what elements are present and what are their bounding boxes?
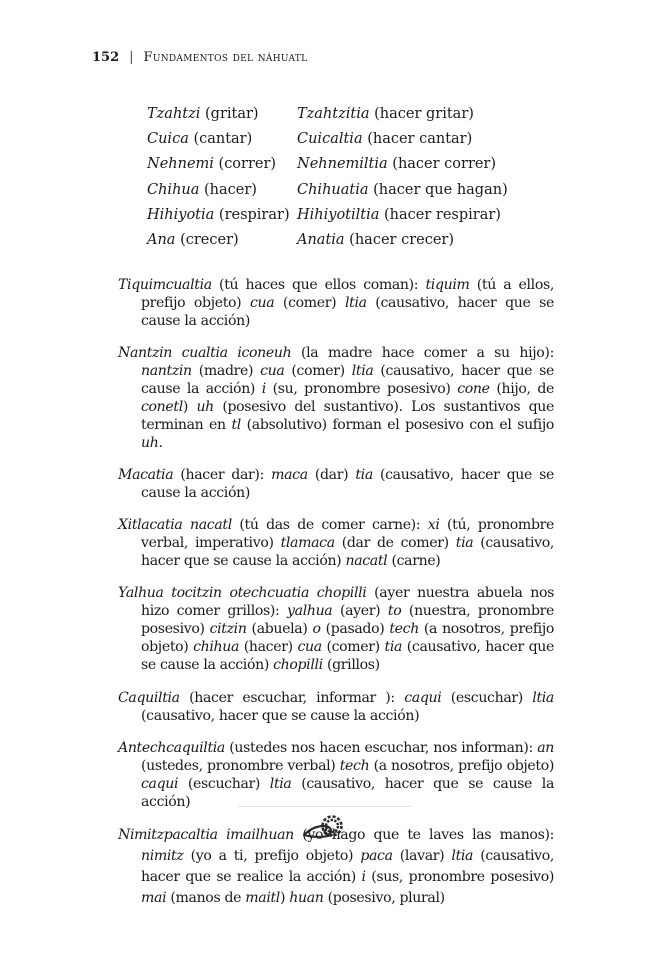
example-entry	[118, 584, 554, 674]
causative-word: Cuicaltia	[297, 131, 363, 148]
nahuatl-term: Xitlacatia nacatl	[118, 517, 232, 534]
gloss-text: (posesivo del sustantivo). Los sustantivos que terminan en	[141, 399, 554, 434]
base-word: Cuica	[147, 131, 189, 148]
base-gloss: (respirar)	[214, 206, 290, 223]
base-verb	[147, 203, 297, 228]
nahuatl-term: chihua	[193, 639, 240, 656]
nahuatl-term: tech	[389, 621, 419, 638]
causative-verb	[297, 203, 501, 228]
gloss-text: (escuchar)	[441, 689, 533, 706]
gloss-text: (yo hago que te laves las manos):	[293, 826, 554, 843]
base-gloss: (hacer)	[199, 181, 257, 198]
gloss-text: (a nosotros, prefijo objeto)	[369, 757, 554, 774]
nahuatl-term: cone	[457, 381, 490, 398]
nahuatl-term: yalhua	[287, 603, 333, 620]
gloss-text: (causativo, hacer que se cause la acción)	[141, 639, 554, 674]
nahuatl-term: caqui	[141, 775, 179, 792]
gloss-text: (dar)	[307, 467, 356, 484]
causative-word: Anatia	[297, 231, 345, 248]
nahuatl-term: nantzin	[141, 363, 192, 380]
gloss-text: (nuestra, pronombre posesivo)	[141, 603, 554, 638]
nahuatl-term: cua	[260, 363, 285, 380]
nahuatl-term: ltia	[351, 363, 374, 380]
causative-gloss: (hacer cantar)	[362, 131, 473, 148]
nahuatl-term: maitl	[245, 889, 280, 906]
base-gloss: (correr)	[213, 156, 277, 173]
example-entry	[118, 466, 554, 502]
gloss-text: (su, pronombre posesivo)	[265, 381, 458, 398]
nahuatl-term: Nantzin cualtia iconeuh	[118, 345, 292, 362]
causative-word: Chihuatia	[297, 181, 369, 198]
gloss-text: )	[279, 889, 290, 906]
example-entry	[118, 516, 554, 570]
causative-gloss: (hacer respirar)	[379, 206, 501, 223]
nahuatl-term: chopilli	[273, 657, 323, 674]
gloss-text: (grillos)	[322, 657, 380, 674]
base-word: Chihua	[147, 181, 200, 198]
nahuatl-term: cua	[297, 639, 322, 656]
pair-row	[147, 178, 508, 203]
gloss-text: (hacer escuchar, informar ):	[179, 689, 405, 706]
causative-verb	[297, 228, 454, 253]
gloss-text: (ustedes, pronombre verbal)	[141, 757, 340, 774]
gloss-text: (abuela)	[246, 621, 313, 638]
gloss-text: (lavar)	[392, 847, 452, 864]
causative-gloss: (hacer gritar)	[369, 106, 474, 122]
gloss-text: (causativo, hacer que se realice la acción)	[141, 847, 554, 885]
example-entry	[118, 344, 554, 452]
nahuatl-term: Nimitzpacaltia imailhuan	[118, 826, 294, 843]
nahuatl-term: xi	[427, 517, 440, 534]
causative-verb	[297, 127, 472, 152]
base-word: Nehnemi	[147, 156, 214, 173]
nahuatl-term: conetl	[141, 399, 183, 416]
gloss-text: (madre)	[191, 363, 261, 380]
gloss-text: (ayer nuestra abuela nos hizo comer grillos):	[141, 585, 554, 620]
nahuatl-term: tia	[455, 535, 474, 552]
causative-word: Nehnemiltia	[297, 156, 388, 173]
example-entry	[118, 739, 554, 811]
nahuatl-term: o	[312, 621, 321, 638]
pair-row	[147, 203, 508, 228]
gloss-text: (ustedes nos hacen escuchar, nos informan):	[224, 739, 538, 756]
nahuatl-term: tl	[231, 417, 241, 434]
nahuatl-term: nimitz	[141, 847, 184, 864]
pair-row	[147, 102, 508, 127]
nahuatl-term: caqui	[404, 689, 442, 706]
nahuatl-term: tia	[384, 639, 403, 656]
gloss-text: (tú haces que ellos coman):	[211, 277, 426, 294]
base-word: Ana	[147, 231, 176, 248]
nahuatl-term: Macatia	[118, 467, 174, 484]
nahuatl-term: i	[361, 868, 366, 885]
example-entry	[118, 276, 554, 330]
gloss-text: (yo a ti, prefijo objeto)	[183, 847, 361, 864]
nahuatl-term: ltia	[532, 689, 554, 706]
gloss-text: (causativo, hacer que se cause la acción)	[141, 535, 554, 570]
nahuatl-term: an	[537, 739, 554, 756]
pair-row	[147, 228, 508, 253]
causative-gloss: (hacer correr)	[387, 156, 497, 173]
causative-verb	[297, 152, 496, 177]
nahuatl-term: Caquiltia	[118, 689, 180, 706]
gloss-text: (comer)	[321, 639, 385, 656]
causative-gloss: (hacer que hagan)	[368, 181, 508, 198]
nahuatl-term: tlamaca	[280, 535, 335, 552]
gloss-text: (causativo, hacer que se cause la acción)	[141, 775, 554, 810]
base-verb	[147, 152, 297, 177]
pair-row	[147, 152, 508, 177]
gloss-text: (tú das de comer carne):	[231, 517, 428, 534]
base-verb	[147, 127, 297, 152]
example-entry	[118, 689, 554, 725]
causative-verb	[297, 102, 474, 127]
gloss-text: (la madre hace comer a su hijo):	[291, 345, 554, 362]
gloss-text: (causativo, hacer que se cause la acción)	[141, 467, 554, 502]
gloss-text: (manos de	[166, 889, 246, 906]
nahuatl-term: to	[387, 603, 402, 620]
nahuatl-term: Tiquimcualtia	[118, 277, 212, 294]
gloss-text: (comer)	[284, 363, 352, 380]
nahuatl-term: uh	[196, 399, 214, 416]
nahuatl-term: i	[261, 381, 266, 398]
gloss-text: (a nosotros, prefijo objeto)	[141, 621, 554, 656]
gloss-text: (carne)	[387, 553, 441, 570]
nahuatl-term: tia	[355, 467, 373, 484]
gloss-text: (absolutivo) forman el posesivo con el sufijo	[240, 417, 554, 434]
gloss-text: (causativo, hacer que se cause la acción)	[141, 707, 420, 724]
aztec-glyph-icon	[302, 813, 344, 841]
causative-verb	[297, 178, 508, 203]
base-word: Tzahtzi	[147, 106, 201, 122]
nahuatl-term: huan	[289, 889, 324, 906]
causative-word: Hihiyotiltia	[297, 206, 380, 223]
nahuatl-term: Yalhua tocitzin otechcuatia chopilli	[118, 585, 367, 602]
gloss-text: (tú a ellos, prefijo objeto)	[141, 277, 554, 312]
base-verb	[147, 178, 297, 203]
nahuatl-term: ltia	[269, 775, 292, 792]
gloss-text: (pasado)	[320, 621, 390, 638]
nahuatl-term: cua	[249, 295, 275, 312]
nahuatl-term: uh.	[141, 435, 163, 452]
causative-word: Tzahtzitia	[297, 106, 370, 122]
nahuatl-term: nacatl	[345, 553, 388, 570]
gloss-text: (tú, pronombre verbal, imperativo)	[141, 517, 554, 552]
gloss-text: (ayer)	[332, 603, 388, 620]
nahuatl-term: ltia	[451, 847, 474, 864]
nahuatl-term: mai	[141, 889, 167, 906]
header-separator: |	[129, 50, 134, 65]
gloss-text: (causativo, hacer que se cause la acción)	[141, 295, 554, 330]
gloss-text: (hacer)	[239, 639, 298, 656]
gloss-text: )	[182, 399, 197, 416]
book-title: Fundamentos del náhuatl	[143, 50, 308, 65]
nahuatl-term: paca	[360, 847, 393, 864]
base-verb	[147, 102, 297, 127]
gloss-text: (posesivo, plural)	[323, 889, 445, 906]
base-word: Hihiyotia	[147, 206, 215, 223]
gloss-text: (escuchar)	[178, 775, 270, 792]
base-gloss: (gritar)	[200, 106, 259, 122]
causative-gloss: (hacer crecer)	[344, 231, 454, 248]
pair-row	[147, 127, 508, 152]
nahuatl-term: citzin	[209, 621, 247, 638]
section-divider	[238, 806, 412, 807]
nahuatl-term: ltia	[344, 295, 367, 312]
nahuatl-term: tech	[339, 757, 370, 774]
gloss-text: (hijo, de	[489, 381, 554, 398]
gloss-text: (sus, pronombre posesivo)	[365, 868, 554, 885]
base-gloss: (cantar)	[188, 131, 253, 148]
nahuatl-term: maca	[271, 467, 308, 484]
gloss-text: (dar de comer)	[334, 535, 456, 552]
gloss-text: (hacer dar):	[173, 467, 272, 484]
base-verb	[147, 228, 297, 253]
nahuatl-term: tiquim	[425, 277, 470, 294]
page-number: 152	[92, 50, 120, 65]
gloss-text: (causativo, hacer que se cause la acción)	[141, 363, 554, 398]
nahuatl-term: Antechcaquiltia	[118, 739, 225, 756]
causative-pairs-list	[147, 102, 508, 253]
running-header	[92, 50, 307, 65]
base-gloss: (crecer)	[175, 231, 239, 248]
gloss-text: (comer)	[274, 295, 345, 312]
